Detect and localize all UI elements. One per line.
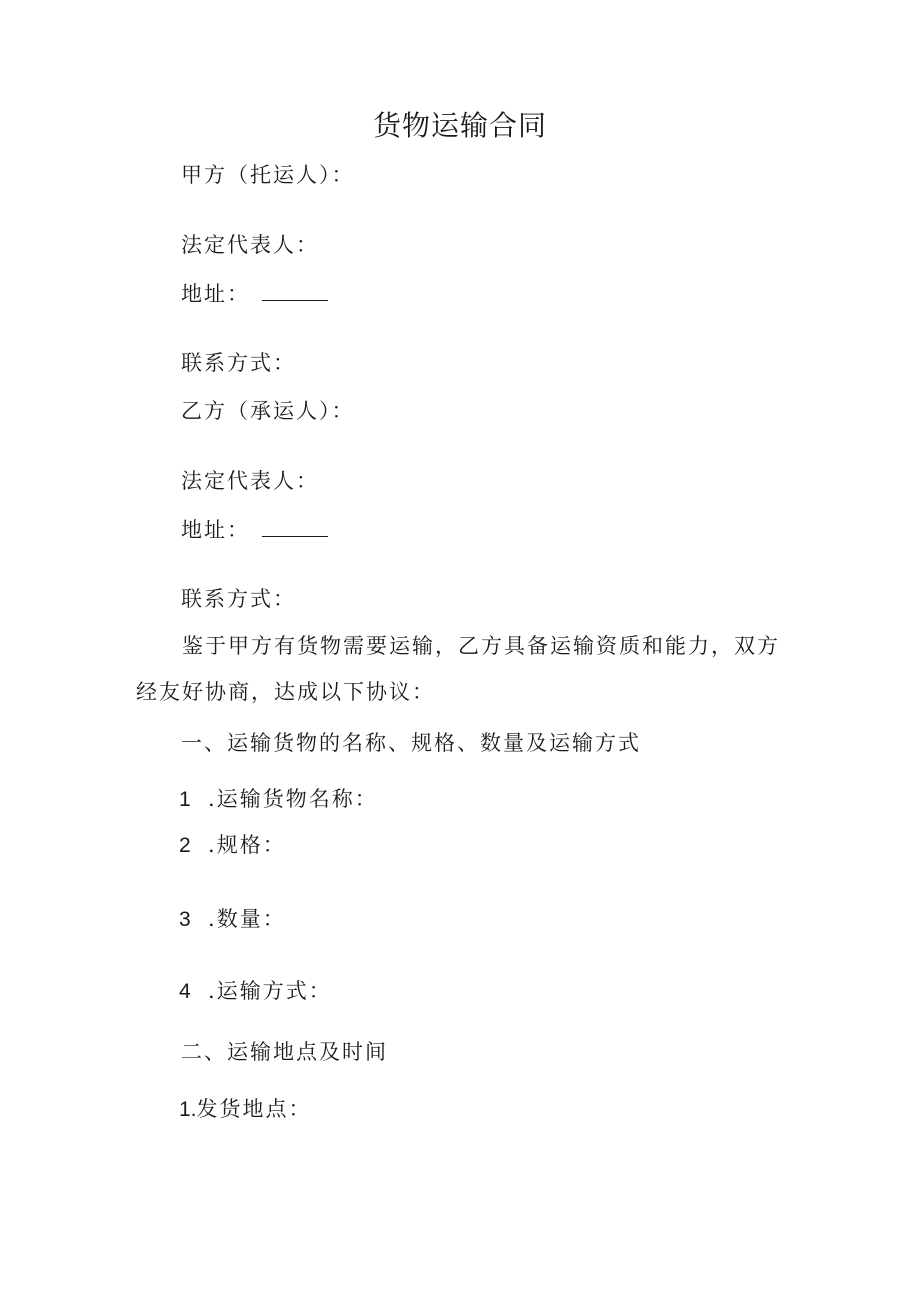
section-2-item-1 [179,1095,312,1124]
party-a-address-label: 地址： [181,282,250,306]
item-number: 2 [179,834,191,857]
item-number: 1. [179,1098,197,1121]
section-1-item-1 [179,785,378,814]
section-1-item-4 [179,977,332,1006]
party-b-heading: 乙方（承运人）： [181,399,355,423]
party-b-address-blank [262,516,328,537]
party-b-contact: 联系方式： [181,587,296,611]
section-1-item-3 [179,905,286,934]
item-label: .数量： [208,907,286,931]
item-label: 发货地点： [196,1097,312,1121]
party-a-legal-rep: 法定代表人： [181,233,319,257]
item-number: 4 [179,980,191,1003]
section-2-heading: 二、运输地点及时间 [181,1040,388,1064]
party-a-contact: 联系方式： [181,351,296,375]
party-a-address [181,280,328,308]
document-title: 货物运输合同 [372,109,547,142]
item-number: 3 [179,908,191,931]
item-number: 1 [179,788,191,811]
item-label: .规格： [208,833,286,857]
party-b-address-label: 地址： [181,518,250,542]
preamble-paragraph: 鉴于甲方有货物需要运输，乙方具备运输资质和能力，双方经友好协商，达成以下协议： [136,634,780,704]
section-1-heading: 一、运输货物的名称、规格、数量及运输方式 [181,731,641,755]
item-label: .运输方式： [208,979,332,1003]
party-b-address [181,516,328,544]
party-b-legal-rep: 法定代表人： [181,469,319,493]
section-1-item-2 [179,831,286,860]
item-label: .运输货物名称： [208,787,378,811]
party-a-heading: 甲方（托运人）： [181,163,355,187]
party-a-address-blank [262,280,328,301]
